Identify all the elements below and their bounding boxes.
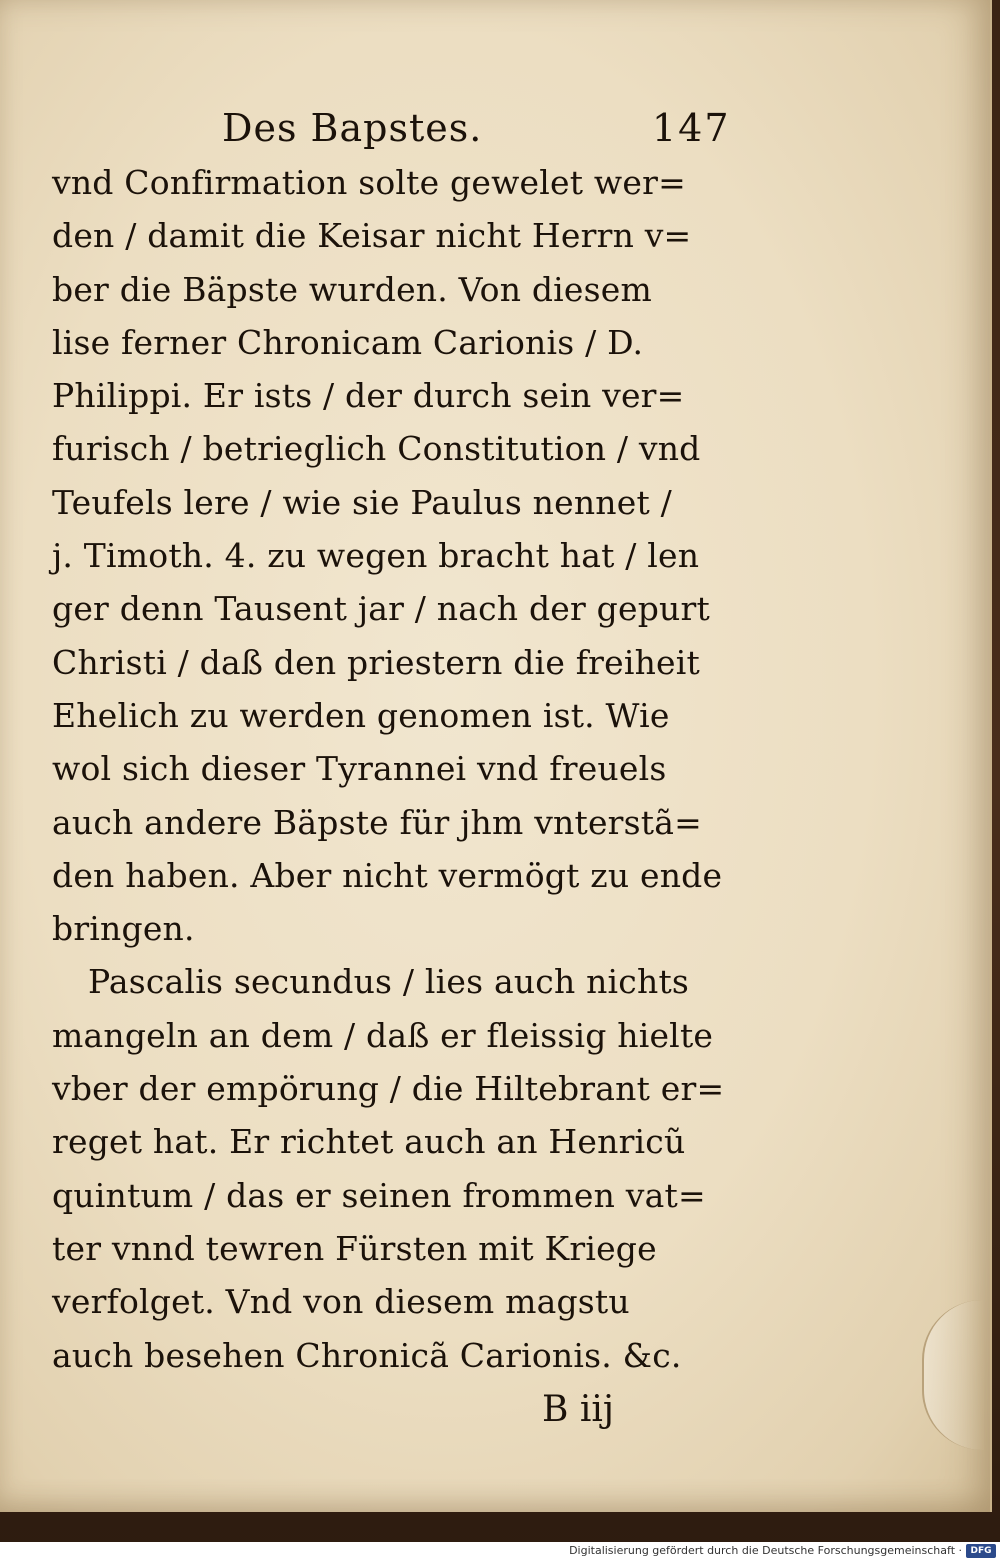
- text-line: furisch / betrieglich Constitution / vnd: [52, 429, 701, 469]
- paragraph-start-line: Pascalis secundus / lies auch nichts: [88, 962, 690, 1002]
- text-line: lise ferner Chronicam Carionis / D.: [52, 322, 644, 362]
- text-line: reget hat. Er richtet auch an Henricũ: [52, 1122, 686, 1162]
- text-line: wol sich dieser Tyrannei vnd freuels: [52, 749, 667, 789]
- signature-line: [52, 1382, 752, 1438]
- body-text: [52, 156, 752, 1382]
- page-number: 147: [652, 106, 731, 150]
- text-line: ber die Bäpste wurden. Von diesem: [52, 269, 653, 309]
- running-title: Des Bapstes.: [222, 106, 483, 150]
- text-line: mangeln an dem / daß er fleissig hielte: [52, 1015, 714, 1055]
- text-line: Christi / daß den priestern die freiheit: [52, 642, 701, 682]
- text-line: auch andere Bäpste für jhm vnterstã=: [52, 802, 702, 842]
- text-line: Philippi. Er ists / der durch sein ver=: [52, 376, 685, 416]
- page-curl: [922, 1300, 984, 1450]
- running-head: [52, 100, 752, 156]
- text-line: ger denn Tausent jar / nach der gepurt: [52, 589, 710, 629]
- text-block: [52, 100, 752, 1438]
- signature-mark: B iij: [542, 1388, 615, 1430]
- text-line: bringen.: [52, 909, 195, 949]
- text-line: quintum / das er seinen frommen vat=: [52, 1175, 706, 1215]
- text-line: verfolget. Vnd von diesem magstu: [52, 1282, 630, 1322]
- text-line: j. Timoth. 4. zu wegen bracht hat / len: [52, 536, 700, 576]
- text-line: den / damit die Keisar nicht Herrn v=: [52, 216, 692, 256]
- text-line: vber der empörung / die Hiltebrant er=: [52, 1069, 725, 1109]
- text-line: den haben. Aber nicht vermögt zu ende: [52, 855, 723, 895]
- text-line: Teufels lere / wie sie Paulus nennet /: [52, 482, 672, 522]
- funding-credit: Digitalisierung gefördert durch die Deutsche Forschungsgemeinschaft ·: [569, 1544, 962, 1557]
- text-line: auch besehen Chronicã Carionis. &c.: [52, 1335, 682, 1375]
- text-line: vnd Confirmation solte gewelet wer=: [52, 163, 686, 202]
- digitization-footer: [0, 1542, 1000, 1561]
- dfg-logo: DFG: [966, 1544, 996, 1558]
- text-line: Ehelich zu werden genomen ist. Wie: [52, 695, 670, 735]
- text-line: ter vnnd tewren Fürsten mit Kriege: [52, 1228, 657, 1268]
